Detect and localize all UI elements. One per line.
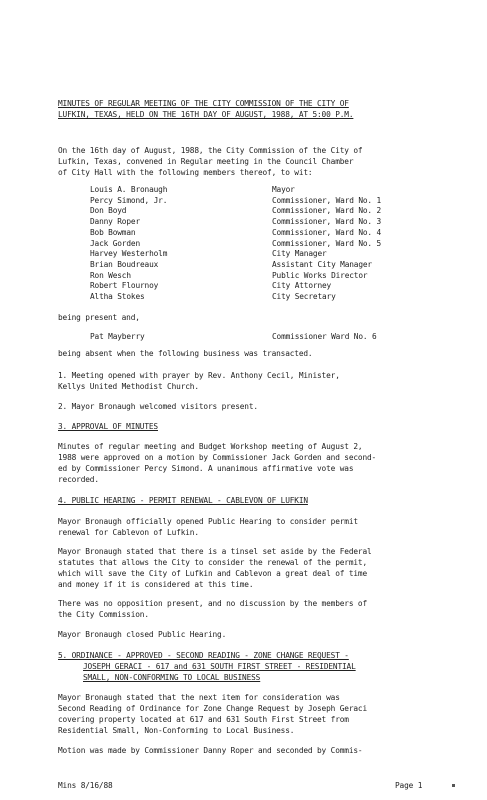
intro-line-1: On the 16th day of August, 1988, the City Commission of the City of bbox=[58, 146, 363, 155]
item4-p1-2: renewal for Cablevon of Lufkin. bbox=[58, 528, 199, 537]
member-name: Don Boyd bbox=[90, 206, 127, 215]
member-name: Percy Simond, Jr. bbox=[90, 196, 168, 205]
item4-p2-2: statutes that allows the City to consider the renewal of the permit, bbox=[58, 558, 368, 567]
footer-date: Mins 8/16/88 bbox=[58, 781, 113, 790]
absent-member-title: Commissioner Ward No. 6 bbox=[272, 332, 377, 341]
intro-line-2: Lufkin, Texas, convened in Regular meeting in the Council Chamber bbox=[58, 157, 354, 166]
member-title: Commissioner, Ward No. 3 bbox=[272, 217, 382, 226]
member-row bbox=[90, 185, 420, 194]
member-title: Commissioner, Ward No. 5 bbox=[272, 239, 382, 248]
item5-p1-1: Mayor Bronaugh stated that the next item for consideration was bbox=[58, 693, 340, 702]
item4-heading: 4. PUBLIC HEARING - PERMIT RENEWAL - CABLEVON OF LUFKIN bbox=[58, 496, 308, 505]
item4-p3-1: There was no opposition present, and no discussion by the members of bbox=[58, 599, 368, 608]
item5-p1-3: covering property located at 617 and 631 South First Street from bbox=[58, 715, 349, 724]
member-row bbox=[90, 206, 420, 215]
member-row bbox=[90, 292, 420, 301]
item4-p3-2: the City Commission. bbox=[58, 610, 149, 619]
absent-tail-line: being absent when the following business was transacted. bbox=[58, 349, 313, 358]
intro-line-3: of City Hall with the following members thereof, to wit: bbox=[58, 168, 313, 177]
item3-body-4: recorded. bbox=[58, 475, 99, 484]
member-name: Robert Flournoy bbox=[90, 281, 159, 290]
item3-body-1: Minutes of regular meeting and Budget Workshop meeting of August 2, bbox=[58, 442, 363, 451]
member-name: Danny Roper bbox=[90, 217, 140, 226]
member-title: City Attorney bbox=[272, 281, 332, 290]
member-row bbox=[90, 228, 420, 237]
item3-body-2: 1988 were approved on a motion by Commissioner Jack Gorden and second- bbox=[58, 453, 377, 462]
item5-p1-4: Residential Small, Non-Conforming to Local Business. bbox=[58, 726, 295, 735]
scan-speck bbox=[452, 784, 455, 787]
member-row bbox=[90, 260, 420, 269]
item5-heading-3: SMALL, NON-CONFORMING TO LOCAL BUSINESS bbox=[83, 673, 261, 682]
footer-page-number: Page 1 bbox=[395, 781, 423, 790]
item4-p1-1: Mayor Bronaugh officially opened Public Hearing to consider permit bbox=[58, 517, 358, 526]
item5-p2: Motion was made by Commissioner Danny Roper and seconded by Commis- bbox=[58, 746, 363, 755]
absent-member-row bbox=[90, 332, 420, 341]
item4-p2-1: Mayor Bronaugh stated that there is a tinsel set aside by the Federal bbox=[58, 547, 372, 556]
item4-p2-4: and money if it is considered at this time. bbox=[58, 580, 254, 589]
item2-line: 2. Mayor Bronaugh welcomed visitors present. bbox=[58, 402, 258, 411]
member-row bbox=[90, 249, 420, 258]
item5-p1-2: Second Reading of Ordinance for Zone Change Request by Joseph Geraci bbox=[58, 704, 368, 713]
item3-body-3: ed by Commissioner Percy Simond. A unanimous affirmative vote was bbox=[58, 464, 354, 473]
item5-heading-1: 5. ORDINANCE - APPROVED - SECOND READING - ZONE CHANGE REQUEST - bbox=[58, 651, 349, 660]
member-row bbox=[90, 217, 420, 226]
member-title: Commissioner, Ward No. 1 bbox=[272, 196, 382, 205]
absent-member-name: Pat Mayberry bbox=[90, 332, 145, 341]
member-name: Harvey Westerholm bbox=[90, 249, 168, 258]
item4-p2-3: which will save the City of Lufkin and Cablevon a great deal of time bbox=[58, 569, 368, 578]
member-name: Altha Stokes bbox=[90, 292, 145, 301]
item1-line-1: 1. Meeting opened with prayer by Rev. Anthony Cecil, Minister, bbox=[58, 371, 340, 380]
member-name: Bob Bowman bbox=[90, 228, 136, 237]
member-name: Ron Wesch bbox=[90, 271, 131, 280]
member-title: Public Works Director bbox=[272, 271, 368, 280]
item3-heading: 3. APPROVAL OF MINUTES bbox=[58, 422, 158, 431]
member-title: Commissioner, Ward No. 4 bbox=[272, 228, 382, 237]
member-row bbox=[90, 239, 420, 248]
header-line-2: LUFKIN, TEXAS, HELD ON THE 16TH DAY OF AUGUST, 1988, AT 5:00 P.M. bbox=[58, 110, 354, 119]
member-title: City Secretary bbox=[272, 292, 336, 301]
member-row bbox=[90, 271, 420, 280]
member-title: Commissioner, Ward No. 2 bbox=[272, 206, 382, 215]
member-title: Mayor bbox=[272, 185, 295, 194]
item1-line-2: Kellys United Methodist Church. bbox=[58, 382, 199, 391]
member-row bbox=[90, 281, 420, 290]
member-name: Brian Boudreaux bbox=[90, 260, 159, 269]
being-present-line: being present and, bbox=[58, 313, 140, 322]
item5-heading-2: JOSEPH GERACI - 617 and 631 SOUTH FIRST STREET - RESIDENTIAL bbox=[83, 662, 356, 671]
member-name: Louis A. Bronaugh bbox=[90, 185, 168, 194]
member-row bbox=[90, 196, 420, 205]
header-line-1: MINUTES OF REGULAR MEETING OF THE CITY COMMISSION OF THE CITY OF bbox=[58, 99, 349, 108]
member-title: Assistant City Manager bbox=[272, 260, 372, 269]
member-title: City Manager bbox=[272, 249, 327, 258]
item4-p4: Mayor Bronaugh closed Public Hearing. bbox=[58, 630, 227, 639]
member-name: Jack Gorden bbox=[90, 239, 140, 248]
